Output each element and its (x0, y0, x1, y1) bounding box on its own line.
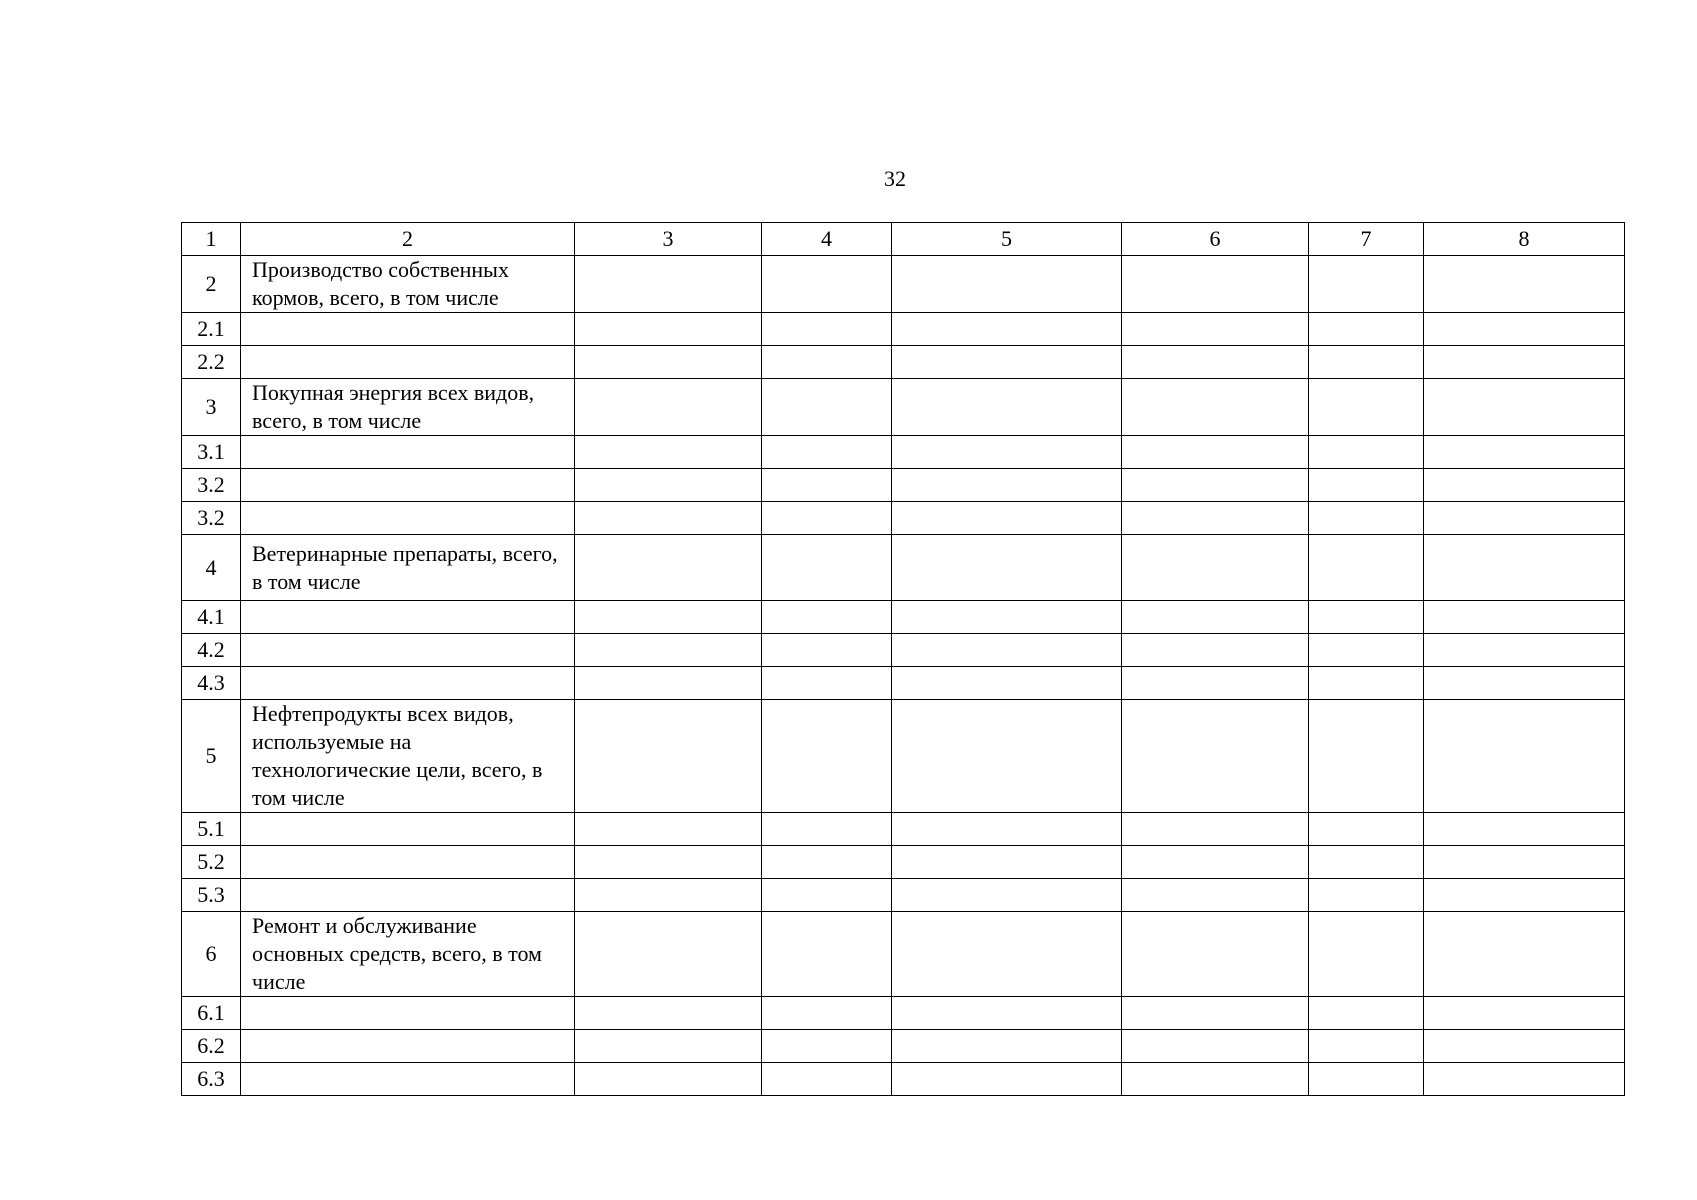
empty-cell-col-6 (1122, 667, 1309, 700)
empty-cell-col-7 (1309, 601, 1424, 634)
empty-cell-col-4 (762, 700, 892, 813)
row-name-cell (241, 879, 575, 912)
empty-cell-col-6 (1122, 346, 1309, 379)
empty-cell-col-6 (1122, 879, 1309, 912)
row-name-cell (241, 813, 575, 846)
row-name-cell (241, 469, 575, 502)
empty-cell-col-5 (892, 502, 1122, 535)
empty-cell-col-6 (1122, 700, 1309, 813)
empty-cell-col-7 (1309, 379, 1424, 436)
empty-cell-col-7 (1309, 469, 1424, 502)
empty-cell-col-5 (892, 256, 1122, 313)
empty-cell-col-7 (1309, 879, 1424, 912)
empty-cell-col-7 (1309, 700, 1424, 813)
row-number-cell: 2.1 (182, 313, 241, 346)
empty-cell-col-8 (1424, 535, 1625, 601)
table-row (182, 256, 1625, 313)
empty-cell-col-3 (575, 469, 762, 502)
column-header: 4 (762, 223, 892, 256)
row-number-cell: 5 (182, 700, 241, 813)
table-row (182, 879, 1625, 912)
empty-cell-col-6 (1122, 256, 1309, 313)
empty-cell-col-8 (1424, 436, 1625, 469)
row-number-cell: 6 (182, 912, 241, 997)
row-number-cell: 6.2 (182, 1030, 241, 1063)
empty-cell-col-7 (1309, 502, 1424, 535)
table-row (182, 313, 1625, 346)
table-row (182, 997, 1625, 1030)
table-row (182, 667, 1625, 700)
empty-cell-col-3 (575, 846, 762, 879)
empty-cell-col-7 (1309, 846, 1424, 879)
empty-cell-col-3 (575, 813, 762, 846)
row-name-cell: Покупная энергия всех видов, всего, в том числе (241, 379, 575, 436)
row-number-cell: 3 (182, 379, 241, 436)
table-row (182, 502, 1625, 535)
row-name-cell (241, 601, 575, 634)
empty-cell-col-5 (892, 313, 1122, 346)
row-number-cell: 6.1 (182, 997, 241, 1030)
empty-cell-col-7 (1309, 813, 1424, 846)
empty-cell-col-4 (762, 601, 892, 634)
empty-cell-col-7 (1309, 1030, 1424, 1063)
empty-cell-col-5 (892, 601, 1122, 634)
empty-cell-col-7 (1309, 436, 1424, 469)
empty-cell-col-7 (1309, 1063, 1424, 1096)
table-row (182, 846, 1625, 879)
empty-cell-col-7 (1309, 256, 1424, 313)
empty-cell-col-3 (575, 700, 762, 813)
empty-cell-col-6 (1122, 502, 1309, 535)
row-name-cell (241, 1063, 575, 1096)
table-row (182, 535, 1625, 601)
empty-cell-col-5 (892, 700, 1122, 813)
row-name-cell: Ветеринарные препараты, всего, в том числе (241, 535, 575, 601)
empty-cell-col-7 (1309, 997, 1424, 1030)
empty-cell-col-8 (1424, 813, 1625, 846)
table-row (182, 346, 1625, 379)
empty-cell-col-4 (762, 634, 892, 667)
empty-cell-col-3 (575, 436, 762, 469)
table-row (182, 1030, 1625, 1063)
page-number: 32 (884, 166, 906, 191)
empty-cell-col-8 (1424, 667, 1625, 700)
empty-cell-col-3 (575, 535, 762, 601)
empty-cell-col-3 (575, 879, 762, 912)
column-header: 1 (182, 223, 241, 256)
empty-cell-col-6 (1122, 1063, 1309, 1096)
empty-cell-col-5 (892, 346, 1122, 379)
table-row (182, 1063, 1625, 1096)
empty-cell-col-5 (892, 912, 1122, 997)
column-header: 2 (241, 223, 575, 256)
empty-cell-col-5 (892, 1063, 1122, 1096)
empty-cell-col-4 (762, 535, 892, 601)
row-number-cell: 4.2 (182, 634, 241, 667)
empty-cell-col-7 (1309, 912, 1424, 997)
empty-cell-col-3 (575, 256, 762, 313)
empty-cell-col-8 (1424, 634, 1625, 667)
empty-cell-col-4 (762, 256, 892, 313)
row-number-cell: 4.1 (182, 601, 241, 634)
empty-cell-col-6 (1122, 1030, 1309, 1063)
row-name-cell (241, 1030, 575, 1063)
empty-cell-col-8 (1424, 1030, 1625, 1063)
empty-cell-col-5 (892, 879, 1122, 912)
empty-cell-col-4 (762, 813, 892, 846)
row-name-cell (241, 634, 575, 667)
row-name-cell: Ремонт и обслуживание основных средств, всего, в том числе (241, 912, 575, 997)
empty-cell-col-3 (575, 1030, 762, 1063)
empty-cell-col-4 (762, 879, 892, 912)
row-number-cell: 4 (182, 535, 241, 601)
table-row (182, 700, 1625, 813)
table-row (182, 379, 1625, 436)
empty-cell-col-5 (892, 997, 1122, 1030)
empty-cell-col-3 (575, 601, 762, 634)
empty-cell-col-7 (1309, 634, 1424, 667)
empty-cell-col-4 (762, 1030, 892, 1063)
row-name-cell: Нефтепродукты всех видов, используемые на технологические цели, всего, в том числе (241, 700, 575, 813)
empty-cell-col-8 (1424, 1063, 1625, 1096)
empty-cell-col-5 (892, 379, 1122, 436)
empty-cell-col-8 (1424, 313, 1625, 346)
empty-cell-col-8 (1424, 256, 1625, 313)
empty-cell-col-4 (762, 436, 892, 469)
empty-cell-col-8 (1424, 846, 1625, 879)
empty-cell-col-5 (892, 1030, 1122, 1063)
row-number-cell: 2.2 (182, 346, 241, 379)
empty-cell-col-6 (1122, 436, 1309, 469)
column-header: 8 (1424, 223, 1625, 256)
table-row (182, 469, 1625, 502)
table-row (182, 634, 1625, 667)
row-name-cell (241, 313, 575, 346)
empty-cell-col-8 (1424, 879, 1625, 912)
table-row (182, 601, 1625, 634)
row-number-cell: 2 (182, 256, 241, 313)
empty-cell-col-8 (1424, 469, 1625, 502)
row-number-cell: 6.3 (182, 1063, 241, 1096)
empty-cell-col-8 (1424, 700, 1625, 813)
empty-cell-col-7 (1309, 346, 1424, 379)
empty-cell-col-6 (1122, 601, 1309, 634)
row-number-cell: 3.1 (182, 436, 241, 469)
empty-cell-col-4 (762, 379, 892, 436)
empty-cell-col-8 (1424, 997, 1625, 1030)
empty-cell-col-5 (892, 469, 1122, 502)
empty-cell-col-3 (575, 502, 762, 535)
empty-cell-col-8 (1424, 346, 1625, 379)
empty-cell-col-6 (1122, 535, 1309, 601)
empty-cell-col-5 (892, 846, 1122, 879)
empty-cell-col-6 (1122, 379, 1309, 436)
row-number-cell: 3.2 (182, 502, 241, 535)
table-row (182, 813, 1625, 846)
empty-cell-col-6 (1122, 469, 1309, 502)
data-table (181, 222, 1625, 1096)
row-number-cell: 5.1 (182, 813, 241, 846)
empty-cell-col-7 (1309, 535, 1424, 601)
empty-cell-col-5 (892, 667, 1122, 700)
empty-cell-col-7 (1309, 313, 1424, 346)
column-header: 3 (575, 223, 762, 256)
empty-cell-col-5 (892, 813, 1122, 846)
empty-cell-col-4 (762, 502, 892, 535)
column-header: 6 (1122, 223, 1309, 256)
empty-cell-col-5 (892, 436, 1122, 469)
empty-cell-col-5 (892, 535, 1122, 601)
empty-cell-col-4 (762, 1063, 892, 1096)
empty-cell-col-8 (1424, 379, 1625, 436)
empty-cell-col-4 (762, 846, 892, 879)
empty-cell-col-3 (575, 313, 762, 346)
empty-cell-col-7 (1309, 667, 1424, 700)
column-header: 5 (892, 223, 1122, 256)
row-name-cell (241, 436, 575, 469)
row-number-cell: 4.3 (182, 667, 241, 700)
empty-cell-col-8 (1424, 912, 1625, 997)
empty-cell-col-4 (762, 313, 892, 346)
empty-cell-col-3 (575, 346, 762, 379)
empty-cell-col-4 (762, 667, 892, 700)
empty-cell-col-8 (1424, 601, 1625, 634)
row-name-cell (241, 667, 575, 700)
empty-cell-col-8 (1424, 502, 1625, 535)
empty-cell-col-4 (762, 346, 892, 379)
empty-cell-col-3 (575, 667, 762, 700)
empty-cell-col-4 (762, 912, 892, 997)
empty-cell-col-3 (575, 1063, 762, 1096)
empty-cell-col-3 (575, 379, 762, 436)
row-name-cell (241, 997, 575, 1030)
empty-cell-col-6 (1122, 813, 1309, 846)
row-number-cell: 3.2 (182, 469, 241, 502)
empty-cell-col-5 (892, 634, 1122, 667)
row-name-cell: Производство собственных кормов, всего, в том числе (241, 256, 575, 313)
row-name-cell (241, 502, 575, 535)
empty-cell-col-6 (1122, 912, 1309, 997)
empty-cell-col-4 (762, 469, 892, 502)
empty-cell-col-6 (1122, 313, 1309, 346)
row-name-cell (241, 346, 575, 379)
table-row (182, 436, 1625, 469)
row-number-cell: 5.2 (182, 846, 241, 879)
empty-cell-col-3 (575, 634, 762, 667)
table-row (182, 912, 1625, 997)
empty-cell-col-6 (1122, 634, 1309, 667)
empty-cell-col-4 (762, 997, 892, 1030)
empty-cell-col-3 (575, 997, 762, 1030)
empty-cell-col-6 (1122, 846, 1309, 879)
row-name-cell (241, 846, 575, 879)
column-header: 7 (1309, 223, 1424, 256)
row-number-cell: 5.3 (182, 879, 241, 912)
empty-cell-col-6 (1122, 997, 1309, 1030)
empty-cell-col-3 (575, 912, 762, 997)
table-header-row (182, 223, 1625, 256)
